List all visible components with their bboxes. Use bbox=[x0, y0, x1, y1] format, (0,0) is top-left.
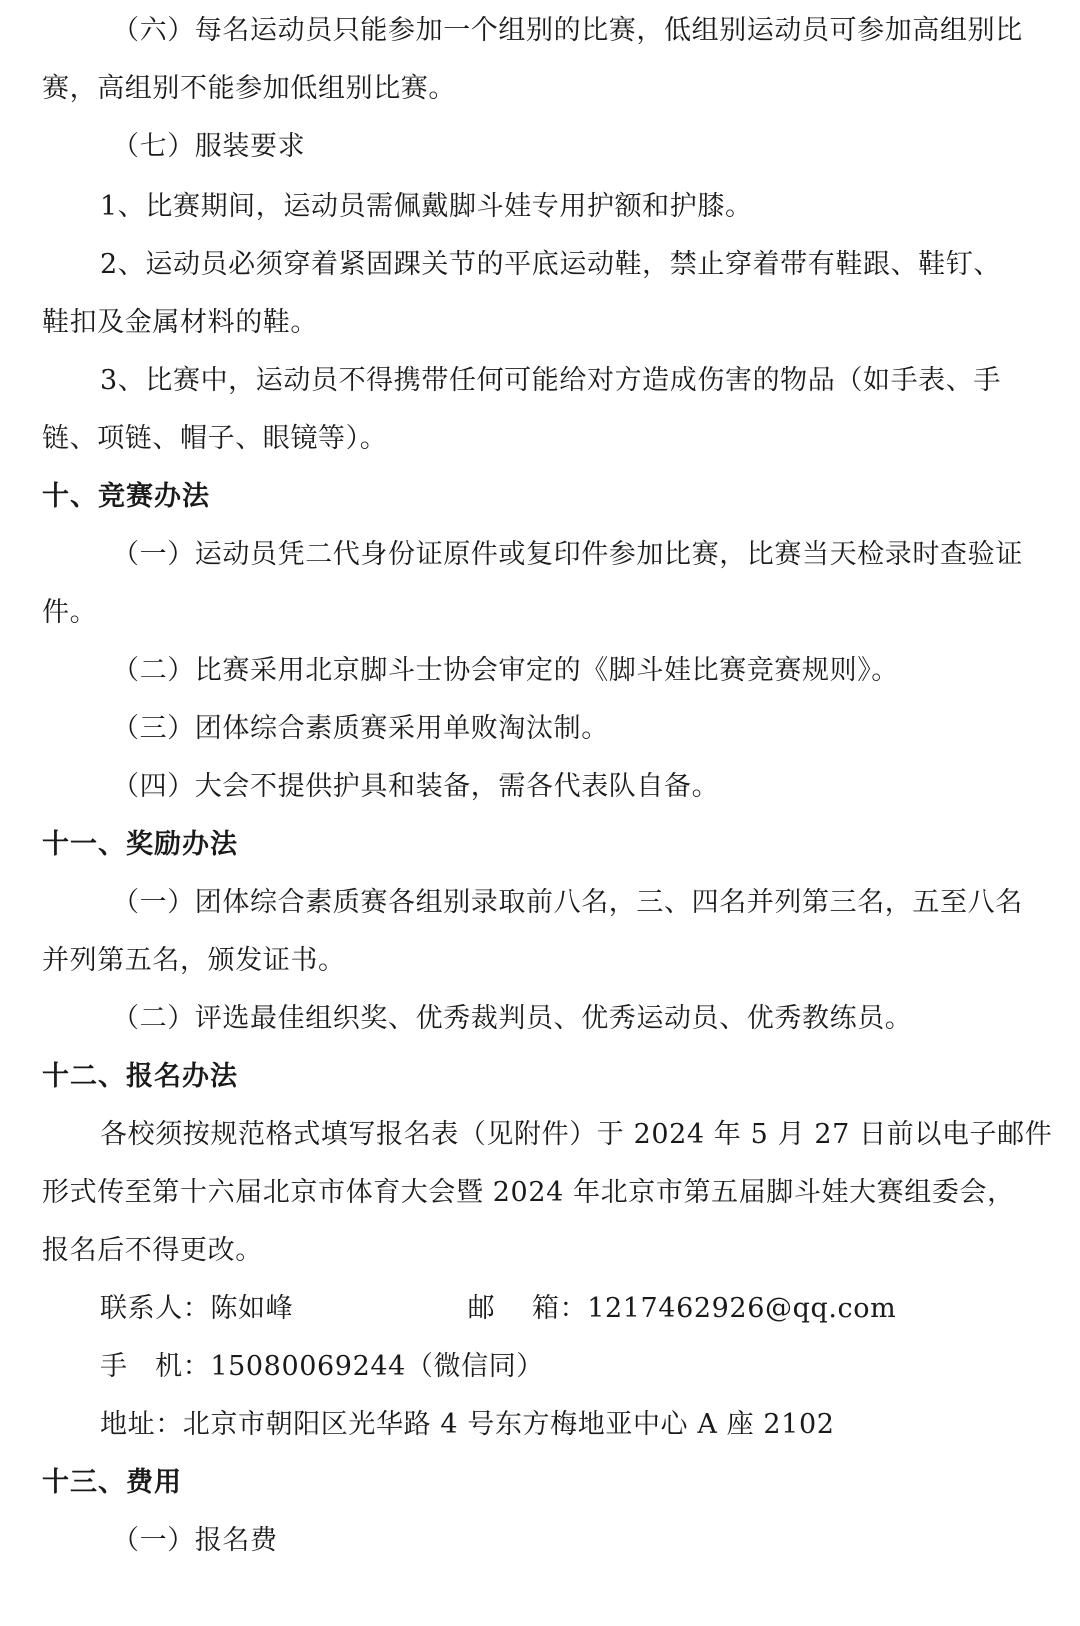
paragraph-line: 链、项链、帽子、眼镜等）。 bbox=[42, 423, 388, 454]
phone-line: 手 机：15080069244（微信同） bbox=[100, 1351, 544, 1382]
section-heading: 十三、费用 bbox=[42, 1467, 182, 1498]
section-heading: 十二、报名办法 bbox=[42, 1061, 238, 1092]
contact-line: 联系人：陈如峰 邮 箱：1217462926@qq.com bbox=[100, 1293, 897, 1324]
paragraph-line: （一）团体综合素质赛各组别录取前八名，三、四名并列第三名，五至八名 bbox=[112, 887, 1023, 918]
paragraph-line: （七）服装要求 bbox=[112, 131, 306, 162]
paragraph-line: 并列第五名，颁发证书。 bbox=[42, 945, 346, 976]
paragraph-line: （一）报名费 bbox=[112, 1525, 278, 1556]
section-heading: 十一、奖励办法 bbox=[42, 829, 238, 860]
paragraph-line: 鞋扣及金属材料的鞋。 bbox=[42, 307, 318, 338]
paragraph-line: 2、运动员必须穿着紧固踝关节的平底运动鞋，禁止穿着带有鞋跟、鞋钉、 bbox=[100, 249, 1001, 280]
paragraph-line: 形式传至第十六届北京市体育大会暨 2024 年北京市第五届脚斗娃大赛组委会， bbox=[42, 1177, 1015, 1208]
paragraph-line: （四）大会不提供护具和装备，需各代表队自备。 bbox=[112, 771, 720, 802]
section-heading: 十、竞赛办法 bbox=[42, 481, 210, 512]
paragraph-line: （二）比赛采用北京脚斗士协会审定的《脚斗娃比赛竞赛规则》。 bbox=[112, 655, 899, 686]
address-line: 地址：北京市朝阳区光华路 4 号东方梅地亚中心 A 座 2102 bbox=[100, 1409, 835, 1440]
paragraph-line: 件。 bbox=[42, 597, 98, 628]
paragraph-line: （一）运动员凭二代身份证原件或复印件参加比赛，比赛当天检录时查验证 bbox=[112, 539, 1023, 570]
paragraph-line: 赛，高组别不能参加低组别比赛。 bbox=[42, 73, 456, 104]
paragraph-line: 报名后不得更改。 bbox=[42, 1235, 263, 1266]
paragraph-line: 3、比赛中，运动员不得携带任何可能给对方造成伤害的物品（如手表、手 bbox=[100, 365, 1001, 396]
paragraph-line: （三）团体综合素质赛采用单败淘汰制。 bbox=[112, 713, 609, 744]
paragraph-line: （六）每名运动员只能参加一个组别的比赛，低组别运动员可参加高组别比 bbox=[112, 15, 1023, 46]
paragraph-line: 各校须按规范格式填写报名表（见附件）于 2024 年 5 月 27 日前以电子邮件 bbox=[100, 1119, 1053, 1150]
paragraph-line: （二）评选最佳组织奖、优秀裁判员、优秀运动员、优秀教练员。 bbox=[112, 1003, 913, 1034]
paragraph-line: 1、比赛期间，运动员需佩戴脚斗娃专用护额和护膝。 bbox=[100, 191, 753, 222]
